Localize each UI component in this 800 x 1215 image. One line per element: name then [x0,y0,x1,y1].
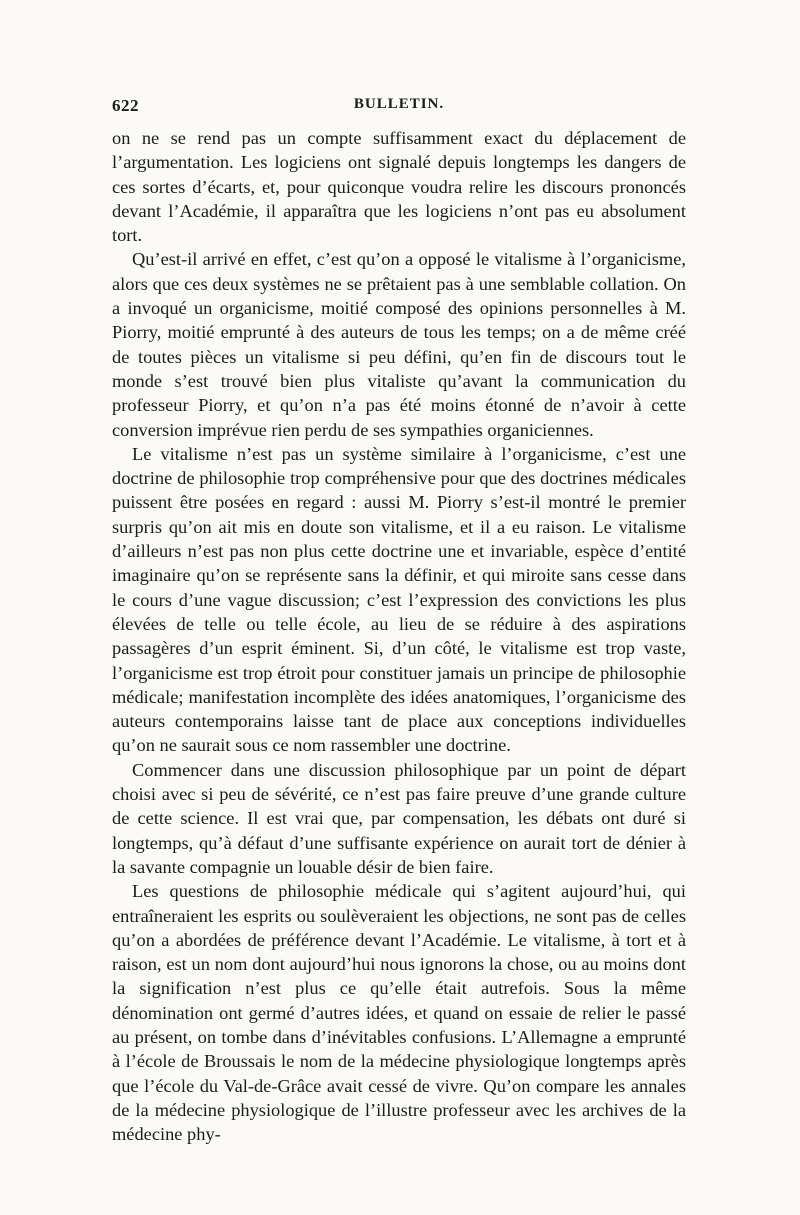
body-text [112,126,686,1146]
paragraph-2: Qu’est-il arrivé en effet, c’est qu’on a opposé le vitalisme à l’organicisme, alors que ces deux systèmes ne se prêtaient pas à une semblable collation. On a invoqué un organicisme, moitié composé des opinions personnelles à M. Piorry, moitié emprunté à des auteurs de tous les temps; on a de même créé de toutes pièces un vitalisme si peu défini, qu’en fin de discours tout le monde s’est trouvé bien plus vitaliste qu’avant la communication du professeur Piorry, et qu’on n’a pas été moins étonné de n’avoir à cette conversion imprévue rien perdu de ses sympathies organiciennes. [112,249,686,440]
page-number: 622 [112,96,139,115]
paragraph-4: Commencer dans une discussion philosophique par un point de départ choisi avec si peu de sévérité, ce n’est pas faire preuve d’une grande culture de cette science. Il est vrai que, par compensation, les débats ont duré si longtemps, qu’à défaut d’une suffisante expérience on aurait tort de dénier à la savante compagnie un louable désir de bien faire. [112,759,686,877]
running-title: BULLETIN. [353,96,445,112]
paragraph-3: Le vitalisme n’est pas un système similaire à l’organicisme, c’est une doctrine de philosophie trop compréhensive pour que des doctrines médicales puissent être posées en regard : aussi M. Piorry s’est-il montré le premier surpris qu’on ait mis en doute son vitalisme, et il a eu raison. Le vitalisme d’ailleurs n’est pas non plus cette doctrine une et invariable, espèce d’entité imaginaire qu’on se représente sans la définir, et qui miroite sans cesse dans le cours d’une vague discussion; c’est l’expression des convictions les plus élevées de telle ou telle école, au lieu de se réduire à des aspirations passagères d’un esprit éminent. Si, d’un côté, le vitalisme est trop vaste, l’organicisme est trop étroit pour constituer jamais un principe de philosophie médicale; manifestation incomplète des idées anatomiques, l’organicisme des auteurs contemporains laisse tant de place aux conceptions individuelles qu’on ne saurait sous ce nom rassembler une doctrine. [112,443,686,756]
document-page [112,96,686,1146]
paragraph-5: Les questions de philosophie médicale qui s’agitent aujourd’hui, qui entraîneraient les esprits ou soulèveraient les objections, ne sont pas de celles qu’on a abordées de préférence devant l’Académie. Le vitalisme, à tort et à raison, est un nom dont aujourd’hui nous ignorons la chose, ou au moins dont la signification n’est plus ce qu’elle était autrefois. Sous la même dénomination ont germé d’autres idées, et quand on essaie de relier le passé au présent, on tombe dans d’inévitables confusions. L’Allemagne a emprunté à l’école de Broussais le nom de la médecine physiologique longtemps après que l’école du Val-de-Grâce avait cessé de vivre. Qu’on compare les annales de la médecine physiologique de l’illustre professeur avec les archives de la médecine phy- [112,881,686,1145]
page-header [112,96,686,126]
paragraph-1: on ne se rend pas un compte suffisamment exact du déplacement de l’argumentation. Les logiciens ont signalé depuis longtemps les dangers de ces sortes d’écarts, et, pour quiconque voudra relire les discours prononcés devant l’Académie, il apparaîtra que les logiciens n’ont pas eu absolument tort. [112,128,686,246]
